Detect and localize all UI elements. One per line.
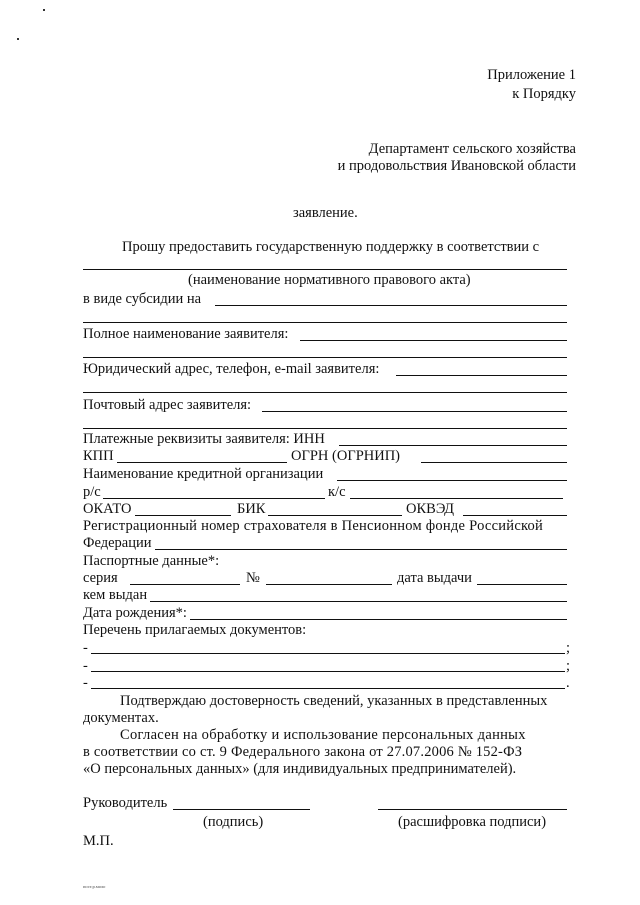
department-line-1: Департамент сельского хозяйства [368, 141, 576, 157]
ks-label: к/с [328, 484, 346, 500]
issue-date-label: дата выдачи [397, 570, 472, 586]
doc-item-field[interactable] [91, 653, 565, 654]
ks-field[interactable] [350, 498, 563, 499]
number-field[interactable] [266, 584, 392, 585]
issue-date-field[interactable] [477, 584, 567, 585]
ogrn-label: ОГРН (ОГРНИП) [291, 448, 401, 464]
signature-decode-caption: (расшифровка подписи) [398, 814, 547, 830]
act-line [83, 269, 567, 270]
signature-caption: (подпись) [203, 814, 264, 830]
doc-item-end: . [566, 675, 570, 691]
appendix-line-1: Приложение 1 [487, 67, 576, 83]
head-label: Руководитель [83, 795, 168, 811]
full-name-label: Полное наименование заявителя: [83, 326, 289, 342]
okato-label: ОКАТО [83, 501, 132, 517]
bik-label: БИК [237, 501, 266, 517]
series-label: серия [83, 570, 118, 586]
doc-item-dash: - [83, 675, 88, 691]
kpp-field[interactable] [117, 462, 287, 463]
bank-field[interactable] [337, 480, 567, 481]
issued-by-label: кем выдан [83, 587, 148, 603]
full-name-field-2[interactable] [83, 357, 567, 358]
doc-item-end: ; [566, 640, 571, 656]
ogrn-field[interactable] [421, 462, 567, 463]
intro-text: Прошу предоставить государственную поддержку в соответствии с [122, 239, 540, 255]
rs-label: р/с [83, 484, 101, 500]
postal-address-field-2[interactable] [83, 428, 567, 429]
consent-line-3: «О персональных данных» (для индивидуальных предпринимателей). [83, 761, 517, 777]
passport-label: Паспортные данные*: [83, 553, 220, 569]
signature-field[interactable] [173, 809, 310, 810]
reg-number-label-1: Регистрационный номер страхователя в Пенсионном фонде Российской [83, 518, 544, 534]
payment-label: Платежные реквизиты заявителя: ИНН [83, 431, 325, 447]
series-field[interactable] [130, 584, 240, 585]
department-line-2: и продовольствия Ивановской области [337, 158, 576, 174]
legal-address-field-2[interactable] [83, 392, 567, 393]
okato-field[interactable] [135, 515, 231, 516]
doc-item-dash: - [83, 640, 88, 656]
stamp-label: М.П. [83, 833, 114, 849]
scan-speck [43, 9, 45, 11]
reg-number-field[interactable] [155, 549, 567, 550]
signature-decode-field[interactable] [378, 809, 567, 810]
footer-mark: пост.р.моло [83, 884, 106, 889]
scan-speck [17, 38, 19, 40]
subsidy-field-2[interactable] [83, 322, 567, 323]
consent-line-1: Согласен на обработку и использование персональных данных [120, 727, 526, 743]
consent-line-2: в соответствии со ст. 9 Федерального закона от 27.07.2006 № 152-ФЗ [83, 744, 523, 760]
document-title: заявление. [293, 205, 358, 221]
doc-item-dash: - [83, 658, 88, 674]
kpp-label: КПП [83, 448, 114, 464]
docs-list-label: Перечень прилагаемых документов: [83, 622, 307, 638]
postal-address-label: Почтовый адрес заявителя: [83, 397, 252, 413]
doc-item-field[interactable] [91, 671, 565, 672]
issued-by-field[interactable] [150, 601, 567, 602]
doc-item-end: ; [566, 658, 571, 674]
appendix-line-2: к Порядку [512, 86, 576, 102]
doc-item-field[interactable] [91, 688, 565, 689]
okved-field[interactable] [463, 515, 567, 516]
full-name-field[interactable] [300, 340, 567, 341]
bank-label: Наименование кредитной организации [83, 466, 324, 482]
confirm-line-1: Подтверждаю достоверность сведений, указанных в представленных [120, 693, 548, 709]
number-label: № [246, 570, 260, 586]
birth-date-label: Дата рождения*: [83, 605, 187, 621]
confirm-line-2: документах. [83, 710, 159, 726]
okved-label: ОКВЭД [406, 501, 455, 517]
legal-address-field[interactable] [396, 375, 567, 376]
subsidy-label: в виде субсидии на [83, 291, 202, 307]
legal-address-label: Юридический адрес, телефон, e-mail заявителя: [83, 361, 380, 377]
inn-field[interactable] [339, 445, 567, 446]
postal-address-field[interactable] [262, 411, 567, 412]
subsidy-field[interactable] [215, 305, 567, 306]
birth-date-field[interactable] [190, 619, 567, 620]
rs-field[interactable] [103, 498, 325, 499]
reg-number-label-2: Федерации [83, 535, 152, 551]
act-caption: (наименование нормативного правового акта) [188, 272, 471, 288]
bik-field[interactable] [268, 515, 402, 516]
